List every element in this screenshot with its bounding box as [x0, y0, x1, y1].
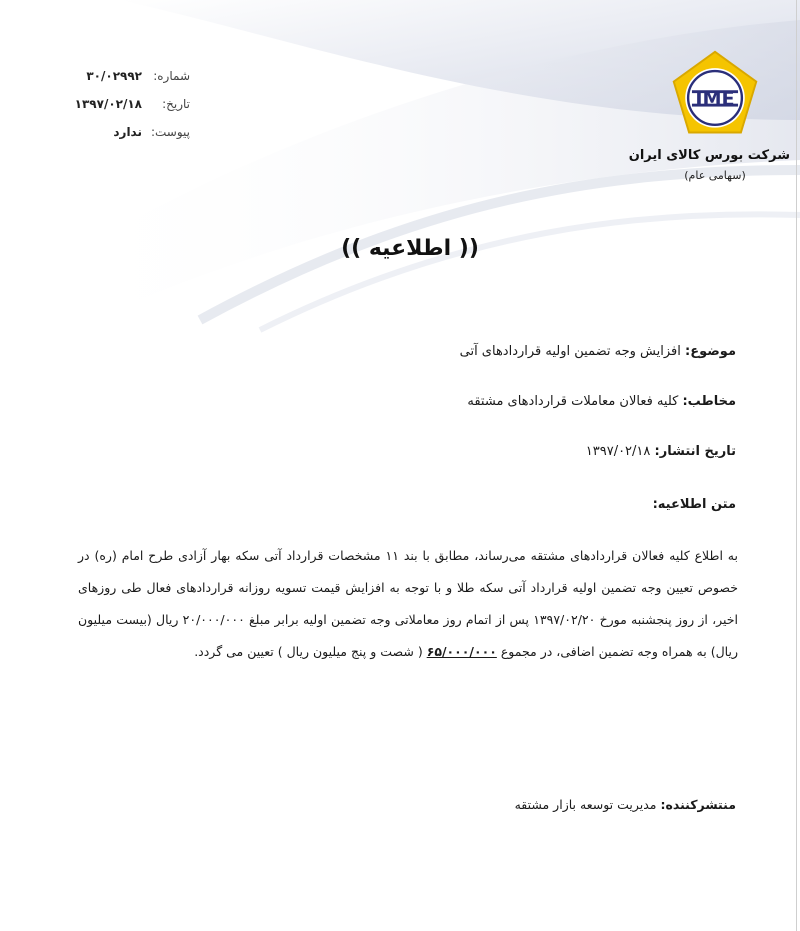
publisher-label: منتشرکننده: [660, 797, 736, 812]
body-part-1: به اطلاع کلیه فعالان قراردادهای مشتقه می‌رساند، مطابق با بند ۱۱ مشخصات قرارداد آتی سکه بهار آزادی طرح امام (ره) در خصوص تعیین وجه تضمین اولیه قرارداد آتی سکه طلا و با توجه به افزایش قیمت تسویه روزانه قراردادهای فعال طی روزهای اخیر، از روز پنجشنبه مورخ ۱۳۹۷/۰۲/۲۰ پس از اتمام روز معاملاتی وجه تضمین اولیه برابر مبلغ ۲۰/۰۰۰/۰۰۰ ریال (بیست میلیون ریال) به همراه وجه تضمین اضافی، در مجموع [78, 548, 738, 659]
publish-date-field [96, 444, 736, 459]
meta-number-label: شماره: [153, 69, 190, 83]
meta-attachment-value: ندارد [113, 125, 142, 139]
meta-attachment-label: پیوست: [150, 125, 190, 139]
meta-number-value: ۳۰/۰۲۹۹۲ [86, 69, 142, 83]
announcement-text-label: متن اطلاعیه: [652, 497, 736, 512]
subject-value: افزایش وجه تضمین اولیه قراردادهای آتی [459, 344, 681, 359]
audience-field [96, 394, 736, 409]
company-logo-block [628, 48, 790, 182]
page-border [796, 0, 797, 931]
company-name: شرکت بورس کالای ایران [628, 148, 790, 163]
meta-date-row [40, 90, 190, 118]
publisher-field [96, 797, 736, 812]
company-type: (سهامی عام) [684, 169, 746, 182]
audience-label: مخاطب: [682, 394, 736, 409]
meta-date-value: ۱۳۹۷/۰۲/۱۸ [74, 97, 142, 111]
meta-date-label: تاریخ: [162, 97, 190, 111]
announcement-body [78, 540, 738, 668]
logo-text: IME [695, 87, 735, 111]
body-part-2: ( شصت و پنج میلیون ریال ) تعیین می گردد. [194, 644, 423, 659]
publish-date-label: تاریخ انتشار: [654, 444, 736, 459]
subject-field [96, 344, 736, 359]
meta-number-row [40, 62, 190, 90]
body-amount: ۶۵/۰۰۰/۰۰۰ [426, 644, 497, 659]
document-meta [40, 62, 190, 146]
announcement-text-heading [96, 497, 736, 512]
audience-value: کلیه فعالان معاملات قراردادهای مشتقه [467, 394, 679, 409]
publisher-value: مدیریت توسعه بازار مشتقه [514, 797, 657, 812]
ime-logo-icon [667, 48, 763, 144]
subject-label: موضوع: [685, 344, 736, 359]
publish-date-value: ۱۳۹۷/۰۲/۱۸ [585, 444, 651, 459]
page-title: (( اطلاعیه )) [341, 236, 479, 261]
meta-attachment-row [40, 118, 190, 146]
